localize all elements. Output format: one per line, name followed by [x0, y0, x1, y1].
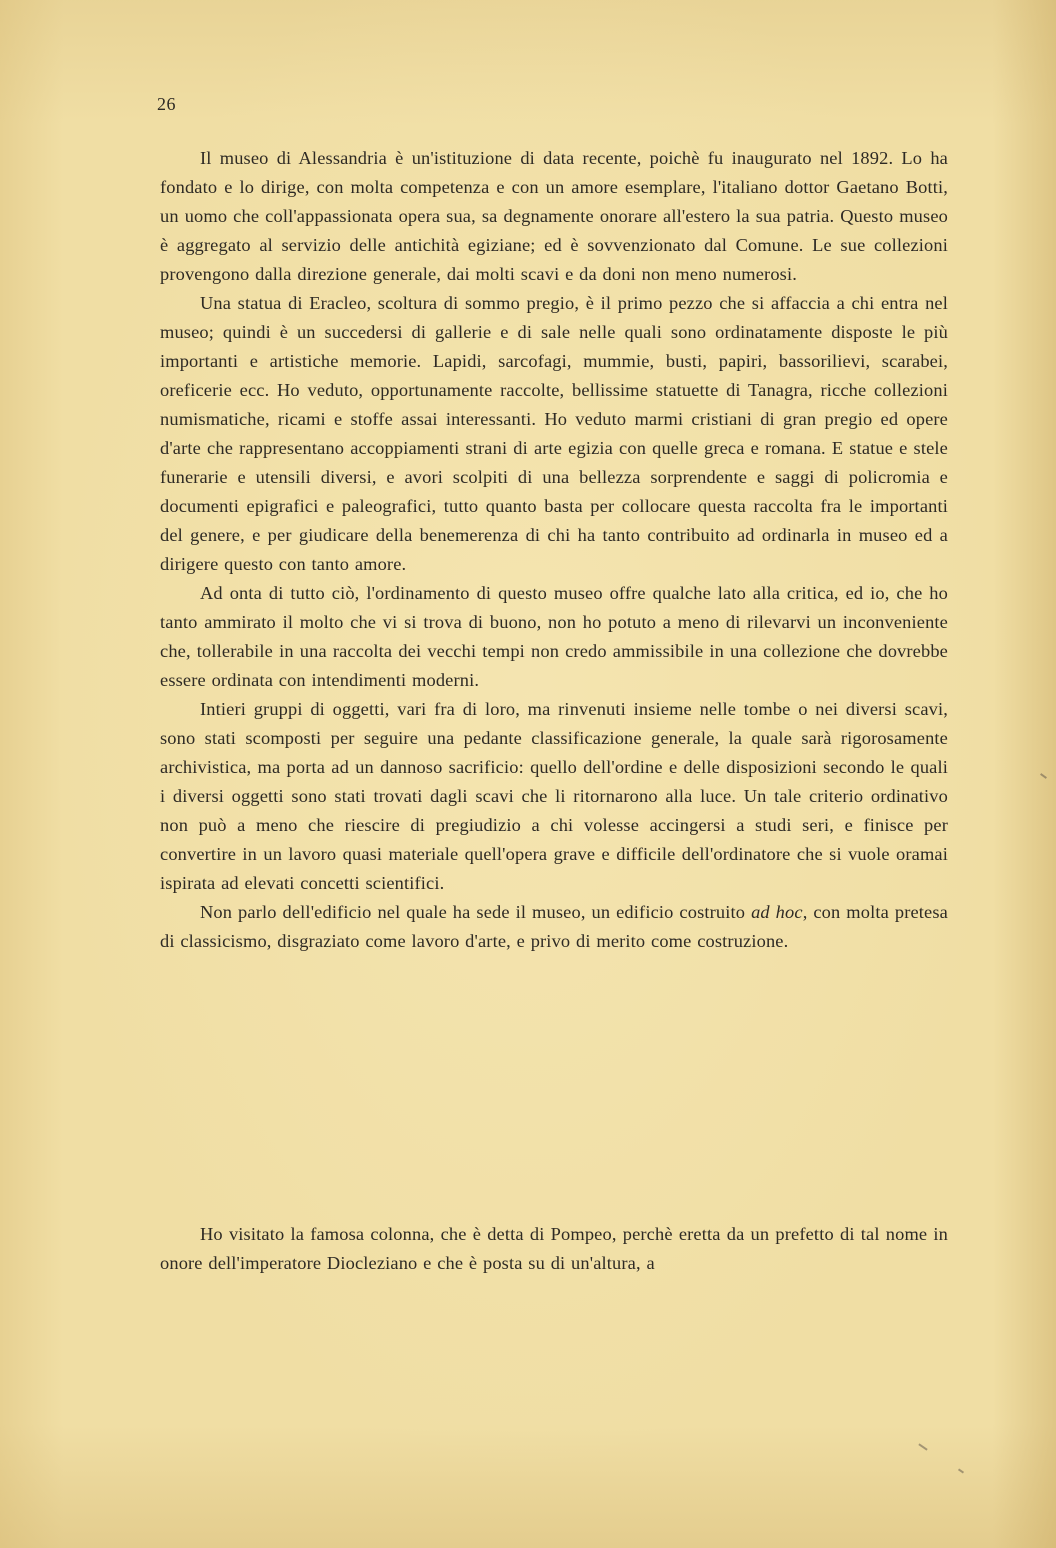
paragraph-pompey-column: Ho visitato la famosa colonna, che è detta di Pompeo, perchè eretta da un prefetto di tal nome in onore dell'imperatore Diocleziano e che è posta su di un'altura, a	[160, 1224, 948, 1273]
paragraph-classification: Intieri gruppi di oggetti, vari fra di loro, ma rinvenuti insieme nelle tombe o nei diversi scavi, sono stati scomposti per seguire una pedante classificazione generale, la quale sarà rigorosamente archivistica, ma porta ad un dannoso sacrificio: quello dell'ordine e delle disposizioni secondo le quali i diversi oggetti sono stati trovati dagli scavi che li ritornarono alla luce. Un tale criterio ordinativo non può a meno che riescire di pregiudizio a chi volesse accingersi a studi seri, e finisce per convertire in un lavoro quasi materiale quell'opera grave e difficile dell'ordinatore che si vuole oramai ispirata ad elevati concetti scientifici.	[160, 699, 948, 893]
museum-section	[160, 144, 948, 956]
paper-mark	[958, 1468, 964, 1473]
paragraph-building-italic: ad hoc	[751, 902, 803, 922]
paper-mark	[1040, 773, 1047, 779]
page-number: 26	[157, 94, 176, 114]
paragraph-building-end: , con molta pretesa di classicismo, disgraziato come lavoro d'arte, e privo di merito come costruzione.	[160, 902, 948, 951]
paragraph-museum-history: Il museo di Alessandria è un'istituzione di data recente, poichè fu inaugurato nel 1892. Lo ha fondato e lo dirige, con molta competenza e con un amore esemplare, l'italiano dottor Gaetano Botti, un uomo che coll'appassionata opera sua, sa degnamente onorare all'estero la sua patria. Questo museo è aggregato al servizio delle antichità egiziane; ed è sovvenzionato dal Comune. Le sue collezioni provengono dalla direzione generale, dai molti scavi e da doni non meno numerosi.	[160, 148, 948, 284]
column-section	[160, 1220, 948, 1278]
paragraph-building	[160, 898, 948, 956]
paragraph-critique: Ad onta di tutto ciò, l'ordinamento di questo museo offre qualche lato alla critica, ed io, che ho tanto ammirato il molto che vi si trova di buono, non ho potuto a meno di rilevarvi un inconveniente che, tollerabile in una raccolta dei vecchi tempi non credo ammissibile in una collezione che dovrebbe essere ordinata con intendimenti moderni.	[160, 583, 948, 690]
paper-mark	[918, 1443, 927, 1450]
paragraph-collections: Una statua di Eracleo, scoltura di sommo pregio, è il primo pezzo che si affaccia a chi entra nel museo; quindi è un succedersi di gallerie e di sale nelle quali sono ordinatamente disposte le più importanti e artistiche memorie. Lapidi, sarcofagi, mummie, busti, papiri, bassorilievi, scarabei, oreficerie ecc. Ho veduto, opportunamente raccolte, bellissime statuette di Tanagra, ricche collezioni numismatiche, ricami e stoffe assai interessanti. Ho veduto marmi cristiani di gran pregio ed opere d'arte che rappresentano accoppiamenti strani di arte egizia con quelle greca e romana. E statue e stele funerarie e utensili diversi, e avori scolpiti di una bellezza sorprendente e saggi di policromia e documenti epigrafici e paleografici, tutto quanto basta per collocare questa raccolta fra le importanti del genere, e per giudicare della benemerenza di chi ha tanto contribuito ad ordinarla in museo ed a dirigere questo con tanto amore.	[160, 293, 948, 574]
paragraph-building-start: Non parlo dell'edificio nel quale ha sede il museo, un edificio costruito	[200, 902, 752, 922]
